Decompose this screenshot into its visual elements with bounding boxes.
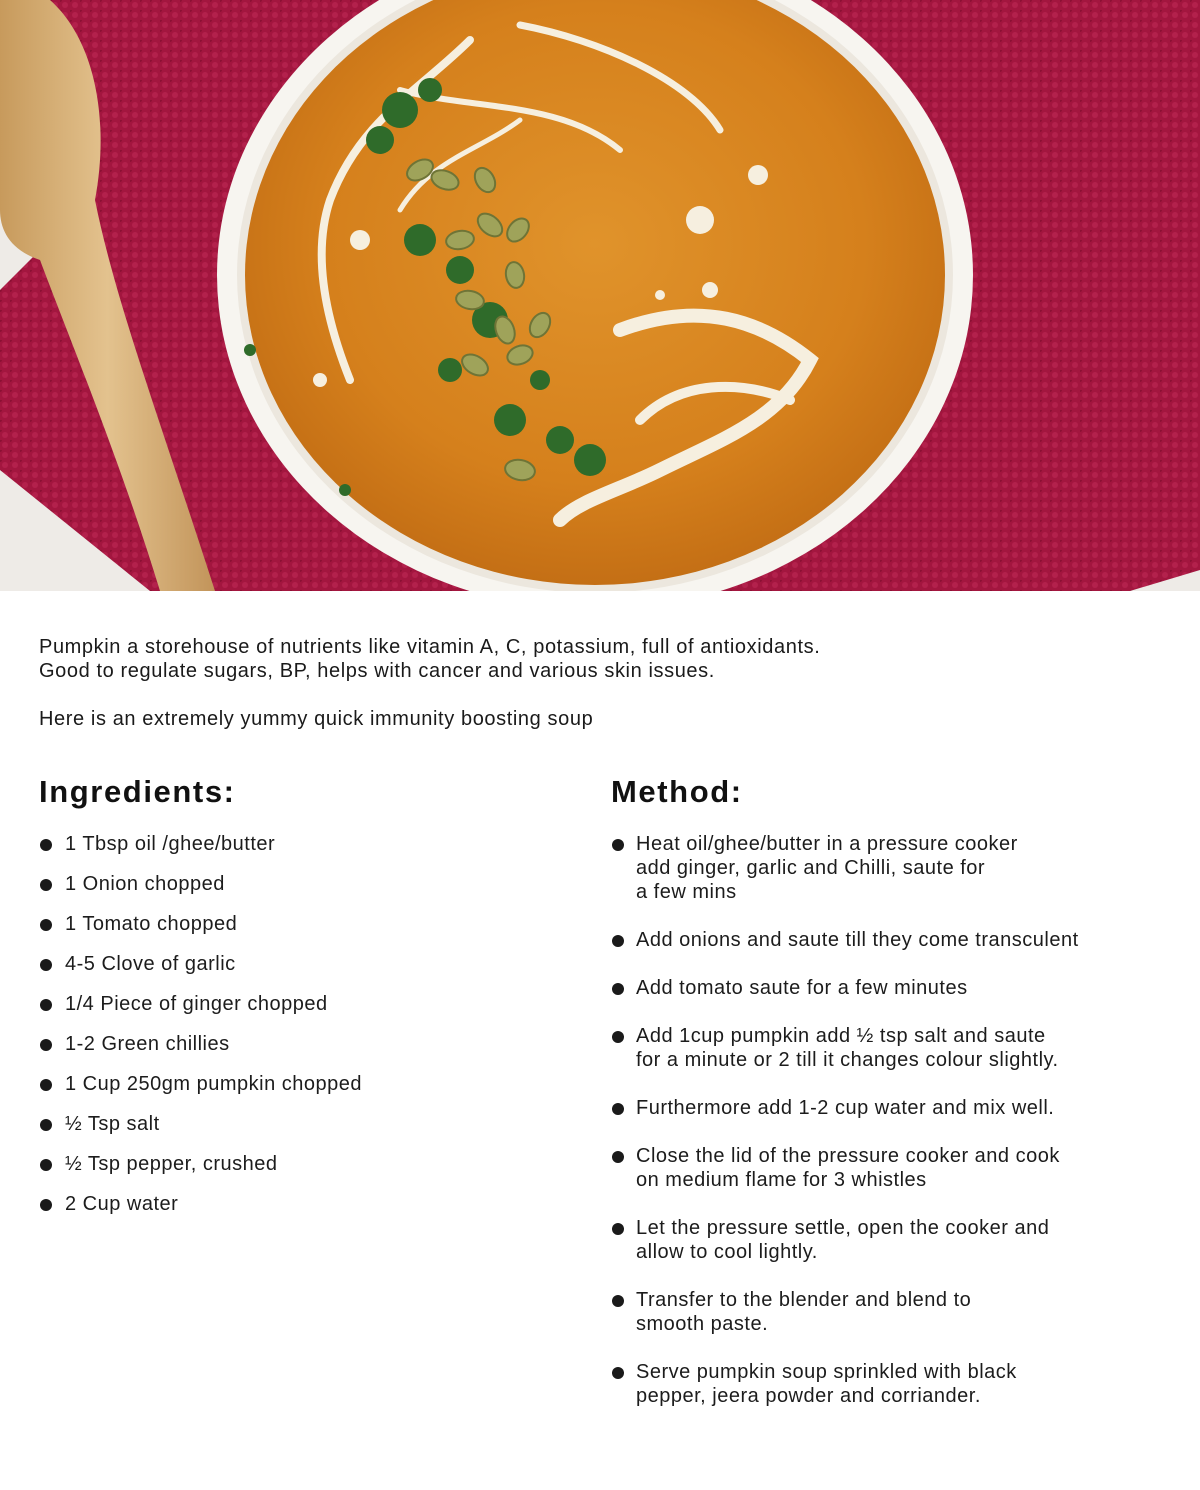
method-list [611,832,1171,1408]
intro-line-1: Pumpkin a storehouse of nutrients like vitamin A, C, potassium, full of antioxidants. [39,636,821,658]
intro-line-2: Good to regulate sugars, BP, helps with cancer and various skin issues. [39,660,715,682]
ingredient-item: 4-5 Clove of garlic [39,952,559,992]
ingredient-item: 1 Cup 250gm pumpkin chopped [39,1072,559,1112]
ingredient-item: 1 Onion chopped [39,872,559,912]
hero-photo-pumpkin-soup [0,0,1200,591]
bullet-icon [40,879,52,891]
method-step: Add tomato saute for a few minutes [611,976,1171,1000]
bullet-icon [40,999,52,1011]
ingredient-item: ½ Tsp pepper, crushed [39,1152,559,1192]
bullet-icon [612,1367,624,1379]
bullet-icon [40,1079,52,1091]
bullet-icon [40,1199,52,1211]
ingredient-item: 1-2 Green chillies [39,1032,559,1072]
intro-line-3: Here is an extremely yummy quick immunity boosting soup [39,708,594,730]
method-step: Transfer to the blender and blend to smooth paste. [611,1288,1171,1336]
bullet-icon [612,1223,624,1235]
ingredient-item: 1 Tbsp oil /ghee/butter [39,832,559,872]
method-section [611,774,1171,1432]
bullet-icon [612,1031,624,1043]
bullet-icon [612,1151,624,1163]
bullet-icon [612,935,624,947]
ingredient-item: 1 Tomato chopped [39,912,559,952]
bullet-icon [612,1295,624,1307]
method-step: Heat oil/ghee/butter in a pressure cooker add ginger, garlic and Chilli, saute for a few mins [611,832,1171,904]
bullet-icon [612,839,624,851]
ingredient-item: ½ Tsp salt [39,1112,559,1152]
bullet-icon [612,983,624,995]
method-step: Add onions and saute till they come transculent [611,928,1171,952]
bullet-icon [40,959,52,971]
soup-bowl-illustration [0,0,1200,591]
ingredients-heading: Ingredients: [39,774,236,809]
intro-text [39,635,1159,731]
ingredient-item: 1/4 Piece of ginger chopped [39,992,559,1032]
bullet-icon [40,1159,52,1171]
ingredients-section [39,774,559,1232]
method-step: Let the pressure settle, open the cooker and allow to cool lightly. [611,1216,1171,1264]
method-heading: Method: [611,774,743,809]
bullet-icon [40,1039,52,1051]
method-step: Add 1cup pumpkin add ½ tsp salt and saute for a minute or 2 till it changes colour slightly. [611,1024,1171,1072]
method-step: Close the lid of the pressure cooker and cook on medium flame for 3 whistles [611,1144,1171,1192]
bullet-icon [40,1119,52,1131]
bullet-icon [612,1103,624,1115]
bullet-icon [40,919,52,931]
bullet-icon [40,839,52,851]
ingredients-list [39,832,559,1232]
ingredient-item: 2 Cup water [39,1192,559,1232]
method-step: Serve pumpkin soup sprinkled with black pepper, jeera powder and corriander. [611,1360,1171,1408]
method-step: Furthermore add 1-2 cup water and mix well. [611,1096,1171,1120]
